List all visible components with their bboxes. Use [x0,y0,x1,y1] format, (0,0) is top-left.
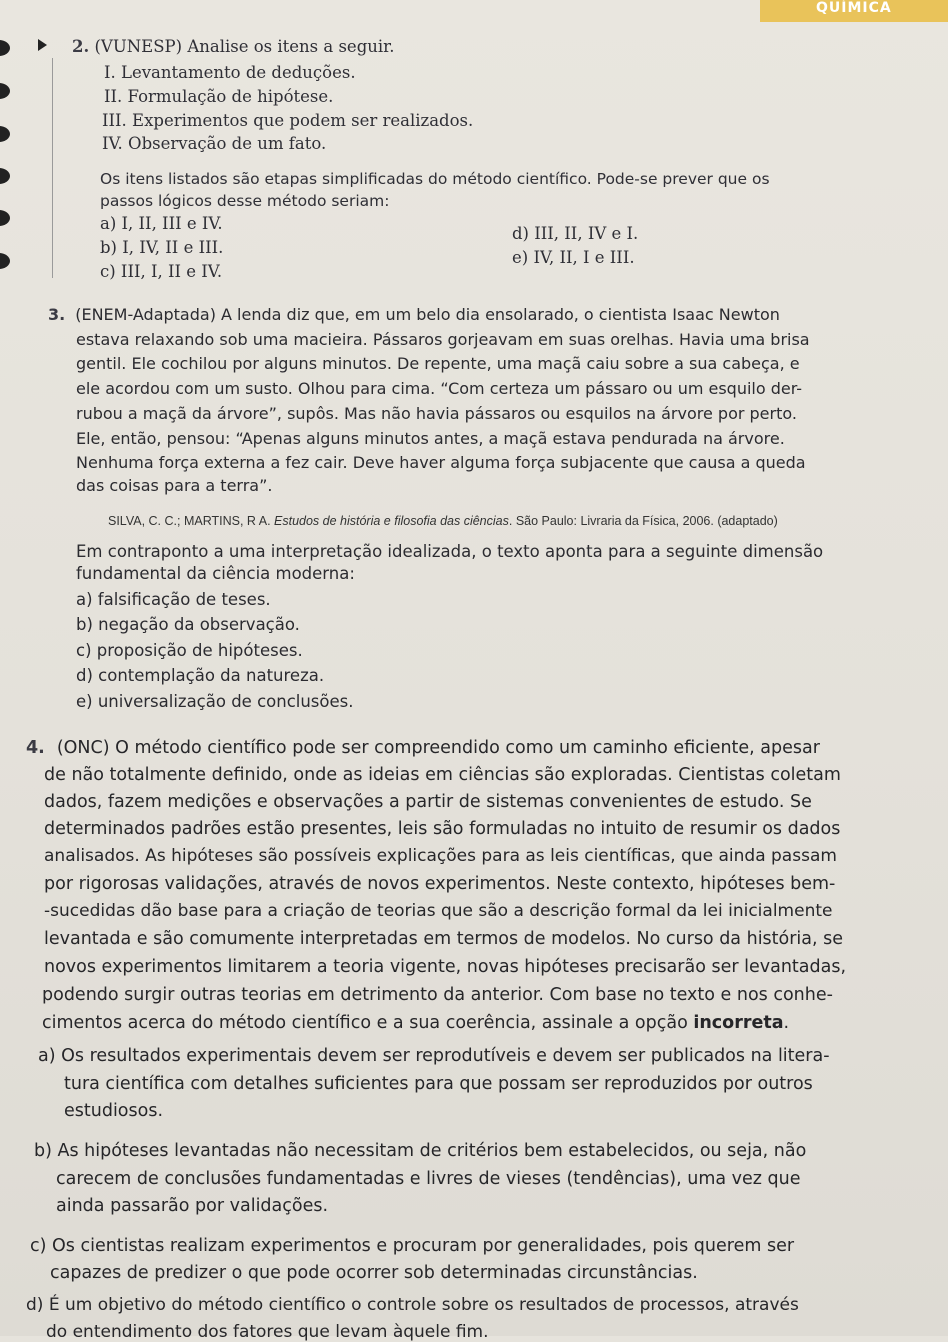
question-4-line [26,738,820,758]
q4-text: analisados. As hipóteses são possíveis explicações para as leis científicas, que ainda passam [44,846,837,866]
q3-prompt: Em contraponto a uma interpretação idealizada, o texto aponta para a seguinte dimensão [76,542,824,561]
q4-option-c-cont: capazes de predizer o que pode ocorrer sob determinadas circunstâncias. [50,1263,698,1283]
q3-text: (ENEM-Adaptada) A lenda diz que, em um belo dia ensolarado, o cientista Isaac Newton [75,305,780,324]
binder-hole [0,40,10,56]
q3-option-d[interactable]: d) contemplação da natureza. [76,666,325,685]
q4-text: novos experimentos limitarem a teoria vigente, novas hipóteses precisarão ser levantadas, [44,957,847,977]
q2-item: I. Levantamento de deduções. [104,63,356,82]
q3-option-c[interactable]: c) proposição de hipóteses. [76,641,303,660]
q4-text: levantada e são comumente interpretadas em termos de modelos. No curso da história, se [44,929,844,949]
q4-text: por rigorosas validações, através de novos experimentos. Neste contexto, hipóteses bem- [44,874,836,894]
binder-hole [0,253,10,269]
source-authors: SILVA, C. C.; MARTINS, R A. [108,514,275,528]
play-arrow-icon [38,39,47,51]
q2-option-c[interactable]: c) III, I, II e IV. [100,262,223,281]
q3-text: das coisas para a terra”. [76,476,273,495]
q4-option-a-cont: tura científica com detalhes suficientes para que possam ser reproduzidos por outros [64,1074,813,1094]
q3-text: Ele, então, pensou: “Apenas alguns minutos antes, a maçã estava pendurada na árvore. [76,429,785,448]
subject-tab: QUÍMICA [760,0,948,22]
q4-option-d-cont: do entendimento dos fatores que levam àquele fim. [46,1322,489,1342]
q4-last-line [42,1013,789,1033]
q3-option-b[interactable]: b) negação da observação. [76,615,300,634]
q4-emphasis: incorreta [693,1013,784,1033]
q4-option-b[interactable]: b) As hipóteses levantadas não necessitam de critérios bem estabelecidos, ou seja, não [34,1141,807,1161]
q2-prompt: passos lógicos desse método seriam: [100,192,390,210]
q2-item: II. Formulação de hipótese. [104,87,334,106]
q2-option-a[interactable]: a) I, II, III e IV. [100,214,223,233]
q2-option-d[interactable]: d) III, II, IV e I. [512,224,639,243]
margin-rule [52,58,53,278]
q4-option-c[interactable]: c) Os cientistas realizam experimentos e procuram por generalidades, pois querem ser [30,1236,795,1256]
q3-text: gentil. Ele cochilou por alguns minutos. De repente, uma maçã caiu sobre a sua cabeça, e [76,354,800,373]
question-3-line [48,305,780,324]
source-rest: . São Paulo: Livraria da Física, 2006. (adaptado) [508,514,778,528]
q4-option-d[interactable]: d) É um objetivo do método científico o controle sobre os resultados de processos, através [26,1295,799,1315]
q4-option-a[interactable]: a) Os resultados experimentais devem ser reprodutíveis e devem ser publicados na litera- [38,1046,830,1066]
q2-option-b[interactable]: b) I, IV, II e III. [100,238,224,257]
binder-hole [0,210,10,226]
binder-hole [0,83,10,99]
q4-option-b-cont: ainda passarão por validações. [56,1196,329,1216]
binder-hole [0,168,10,184]
question-2-number: 2. [72,37,90,56]
question-4-number: 4. [26,738,45,758]
q2-prompt: Os itens listados são etapas simplificadas do método científico. Pode-se prever que os [100,170,770,188]
q4-option-a-cont: estudiosos. [64,1101,164,1121]
q3-text: ele acordou com um susto. Olhou para cima. “Com certeza um pássaro ou um esquilo der- [76,379,803,398]
q3-text: rubou a maçã da árvore”, supôs. Mas não havia pássaros ou esquilos na árvore por perto. [76,404,797,423]
q2-option-e[interactable]: e) IV, II, I e III. [512,248,635,267]
q4-text: de não totalmente definido, onde as ideias em ciências são exploradas. Cientistas coletam [44,765,841,785]
q4-text: -sucedidas dão base para a criação de teorias que são a descrição formal da lei inicialmente [44,901,833,921]
binder-hole [0,126,10,142]
question-2-stem-text: (VUNESP) Analise os itens a seguir. [94,37,395,56]
q3-option-a[interactable]: a) falsificação de teses. [76,590,271,609]
question-2-stem [72,37,394,56]
q4-text: determinados padrões estão presentes, leis são formuladas no intuito de resumir os dados [44,819,841,839]
question-3-number: 3. [48,305,66,324]
q4-text: dados, fazem medições e observações a partir de sistemas convenientes de estudo. Se [44,792,812,812]
q4-last-punct: . [783,1013,790,1033]
q4-text: podendo surgir outras teorias em detrimento da anterior. Com base no texto e nos conhe- [42,985,833,1005]
q4-last-text: cimentos acerca do método científico e a sua coerência, assinale a opção [42,1013,694,1033]
q2-item: III. Experimentos que podem ser realizados. [102,111,474,130]
q3-option-e[interactable]: e) universalização de conclusões. [76,692,354,711]
source-title: Estudos de história e filosofia das ciências [274,514,509,528]
q3-prompt: fundamental da ciência moderna: [76,564,355,583]
q3-text: estava relaxando sob uma macieira. Pássaros gorjeavam em suas orelhas. Havia uma brisa [76,330,810,349]
q2-item: IV. Observação de um fato. [102,134,327,153]
q4-text: (ONC) O método científico pode ser compreendido como um caminho eficiente, apesar [56,738,820,758]
q3-source [108,514,778,528]
q3-text: Nenhuma força externa a fez cair. Deve haver alguma força subjacente que causa a queda [76,453,806,472]
q4-option-b-cont: carecem de conclusões fundamentadas e livres de vieses (tendências), uma vez que [56,1169,801,1189]
